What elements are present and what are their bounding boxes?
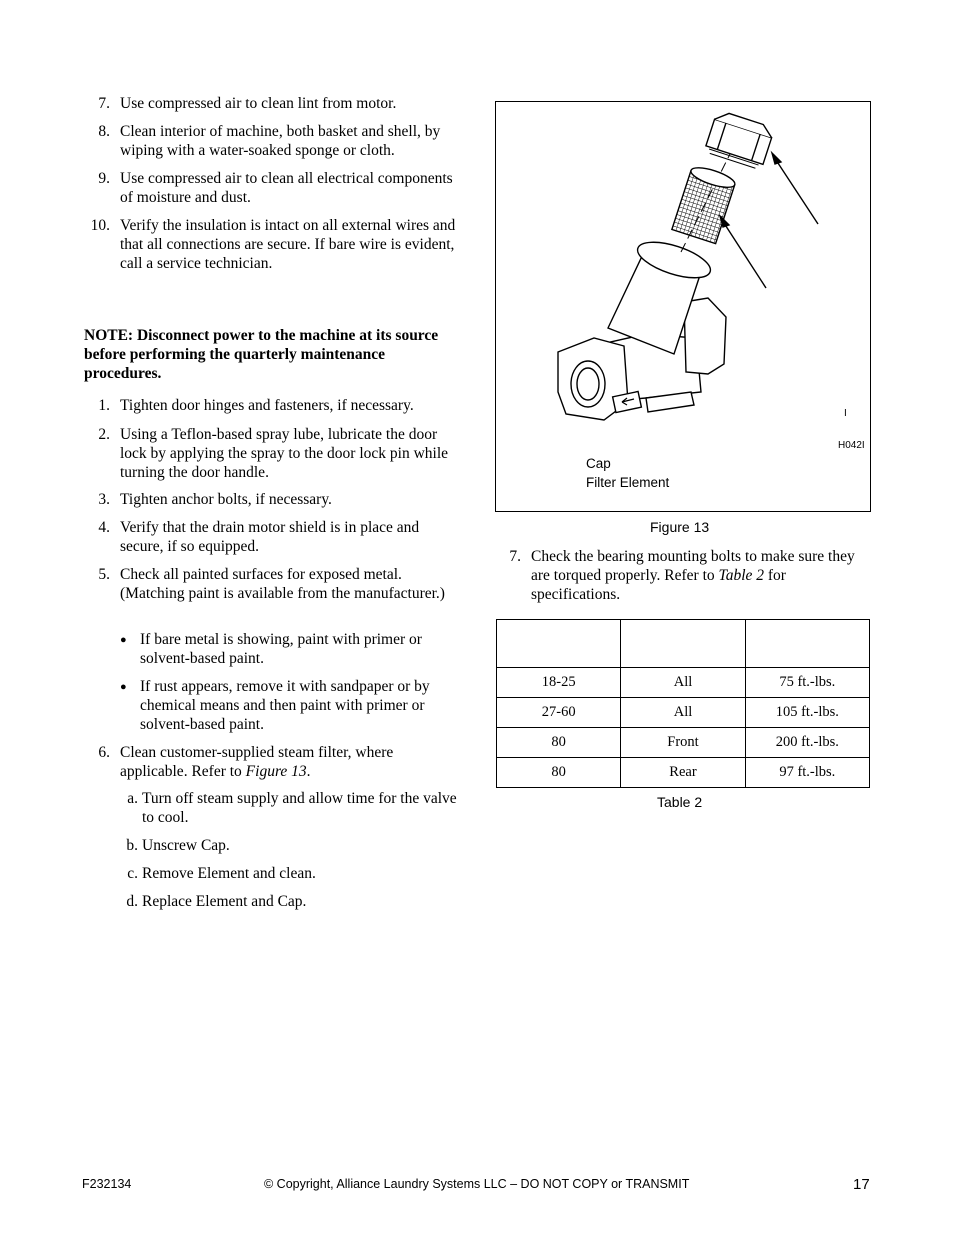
substep-text: Replace Element and Cap. [142, 893, 307, 910]
table-cell: 200 ft.-lbs. [745, 728, 869, 758]
table-header-cell [745, 620, 869, 668]
list-text: Tighten anchor bolts, if necessary. [120, 491, 332, 508]
cap-drawing [704, 110, 775, 170]
list-number: 9. [98, 170, 110, 187]
list-number: 4. [98, 519, 110, 536]
list-text-part: Clean customer-supplied steam filter, where applicable. Refer to [120, 744, 394, 780]
figure-13-frame [495, 101, 871, 512]
list-number: 7. [98, 95, 110, 112]
figure-label-cap: Cap [586, 456, 611, 471]
bullet-text: If rust appears, remove it with sandpaper or by chemical means and then paint with primer or solvent-based paint. [140, 678, 430, 733]
list-number: 7. [509, 548, 521, 565]
substep-label: d. [126, 893, 138, 910]
table-cell: 105 ft.-lbs. [745, 698, 869, 728]
table-row [497, 758, 870, 788]
filter-element-drawing [672, 164, 737, 244]
torque-spec-table [496, 619, 870, 788]
list-number: 6. [98, 744, 110, 761]
table-cell: 18-25 [497, 668, 621, 698]
table-cell: All [621, 668, 745, 698]
leader-arrows [720, 153, 818, 288]
list-text: Use compressed air to clean lint from motor. [120, 95, 397, 112]
figure-reference-link[interactable]: Figure 13 [245, 763, 307, 780]
list-number: 10. [90, 217, 110, 234]
list-text: Use compressed air to clean all electrical components of moisture and dust. [120, 170, 453, 206]
note-warning: NOTE: Disconnect power to the machine at its source before performing the quarterly maintenance procedures. [84, 327, 439, 382]
table-cell: 75 ft.-lbs. [745, 668, 869, 698]
list-number: 1. [98, 397, 110, 414]
list-text-part: for specifications. [531, 567, 786, 603]
list-text: Verify the insulation is intact on all external wires and that all connections are secure. If bare wire is evident, call a service technician. [120, 217, 456, 272]
substep-label: b. [126, 837, 138, 854]
table-header-cell [497, 620, 621, 668]
list-text [531, 547, 871, 604]
list-text: Clean interior of machine, both basket and shell, by wiping with a water-soaked sponge or cloth. [120, 123, 441, 159]
table-caption: Table 2 [657, 794, 703, 810]
footer-copyright: © Copyright, Alliance Laundry Systems LLC – DO NOT COPY or TRANSMIT [264, 1177, 690, 1191]
table-cell: All [621, 698, 745, 728]
list-text: Check all painted surfaces for exposed metal. (Matching paint is available from the manufacturer.) [120, 566, 445, 602]
list-number: 3. [98, 491, 110, 508]
figure-label-filter-element: Filter Element [586, 475, 670, 490]
figure-caption: Figure 13 [650, 519, 710, 535]
list-number: 2. [98, 426, 110, 443]
figure-marker: I [844, 408, 847, 419]
table-row [497, 668, 870, 698]
bullet-dot-icon: ● [120, 681, 127, 693]
table-cell: 80 [497, 758, 621, 788]
table-cell: 97 ft.-lbs. [745, 758, 869, 788]
steam-filter-illustration [496, 102, 870, 511]
valve-body [558, 235, 726, 420]
substep-label: a. [127, 790, 138, 807]
bullet-text: If bare metal is showing, paint with primer or solvent-based paint. [140, 631, 422, 667]
table-row [497, 698, 870, 728]
list-text [120, 743, 460, 781]
table-cell: Rear [621, 758, 745, 788]
table-cell: 80 [497, 728, 621, 758]
table-header-cell [621, 620, 745, 668]
table-cell: Front [621, 728, 745, 758]
list-number: 8. [98, 123, 110, 140]
table-header-row [497, 620, 870, 668]
footer-page-number: 17 [853, 1176, 870, 1193]
list-text-part: . [306, 763, 311, 780]
substep-text: Turn off steam supply and allow time for the valve to cool. [142, 790, 457, 826]
list-text: Tighten door hinges and fasteners, if necessary. [120, 397, 414, 414]
substep-label: c. [127, 865, 138, 882]
list-number: 5. [98, 566, 110, 583]
figure-code: H042I [838, 440, 865, 451]
footer-doc-number: F232134 [82, 1177, 132, 1191]
bullet-dot-icon: ● [120, 634, 127, 646]
substep-text: Remove Element and clean. [142, 865, 316, 882]
table-reference-link[interactable]: Table 2 [718, 567, 765, 584]
table-row [497, 728, 870, 758]
substep-text: Unscrew Cap. [142, 837, 230, 854]
list-text: Using a Teflon-based spray lube, lubricate the door lock by applying the spray to the door lock pin while turning the door handle. [120, 426, 449, 481]
list-text-part: Check the bearing mounting bolts to make sure they are torqued properly. Refer to [531, 548, 855, 584]
table-cell: 27-60 [497, 698, 621, 728]
list-text: Verify that the drain motor shield is in place and secure, if so equipped. [120, 519, 420, 555]
